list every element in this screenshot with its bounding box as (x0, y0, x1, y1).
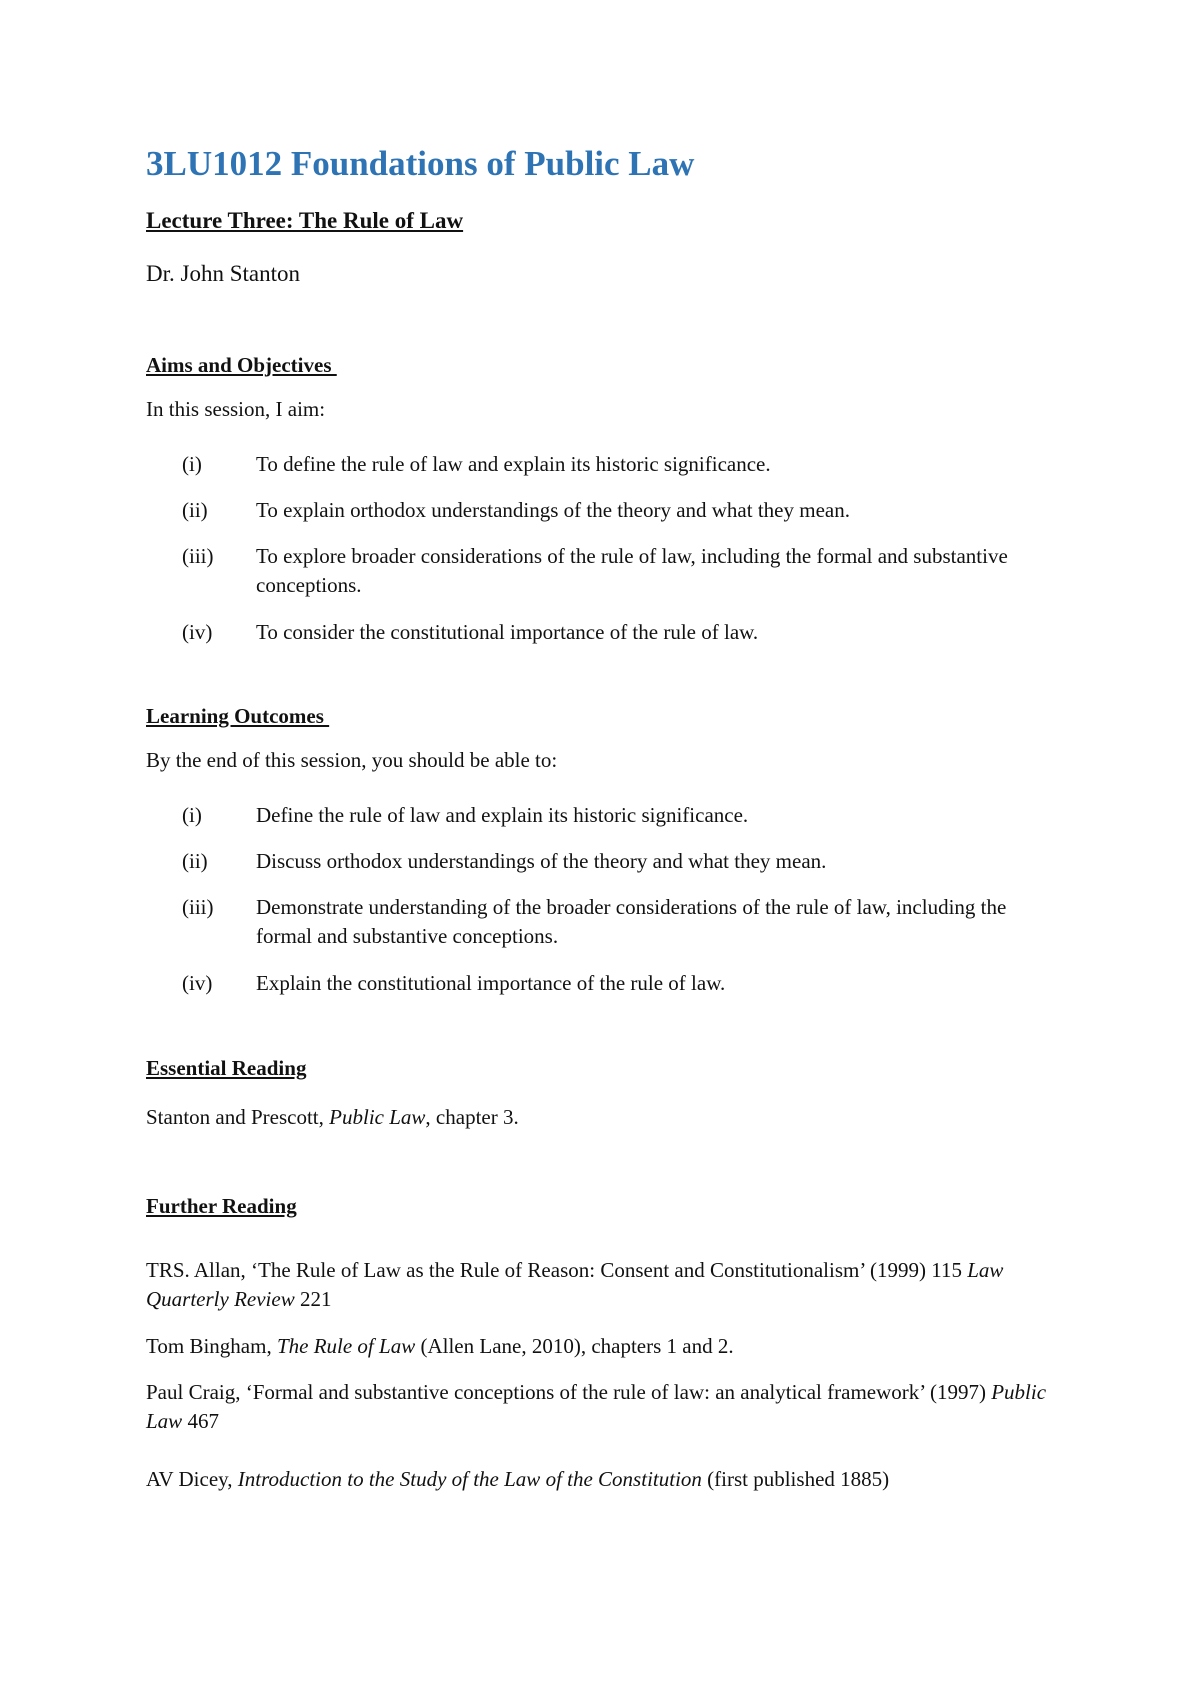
list-item-number: (iv) (182, 620, 213, 644)
ref-italic: The Rule of Law (276, 1334, 416, 1358)
list-item-text: Discuss orthodox understandings of the theory and what they mean. (256, 849, 827, 873)
ref-text: 467 (182, 1409, 219, 1433)
document-title: 3LU1012 Foundations of Public Law (146, 144, 695, 183)
aims-heading: Aims and Objectives (146, 353, 337, 377)
list-item-number: (i) (182, 452, 202, 476)
list-item-text: To define the rule of law and explain its historic significance. (256, 452, 771, 476)
ref-text: (Allen Lane, 2010), chapters 1 and 2. (415, 1334, 734, 1358)
ref-text: 221 (294, 1287, 332, 1311)
list-item-text: To explore broader considerations of the rule of law, including the formal and substantive conceptions. (256, 544, 1008, 597)
ref-text: Paul Craig, ‘Formal and substantive conceptions of the rule of law: an analytical framework’ (1997) (146, 1380, 992, 1404)
ref-italic: Public Law (146, 1380, 1047, 1433)
ref-italic: Introduction to the Study of the Law of the Constitution (237, 1467, 702, 1491)
list-item-number: (iii) (182, 544, 214, 568)
outcomes-heading: Learning Outcomes (146, 704, 330, 728)
ref-text: , chapter 3. (425, 1105, 519, 1129)
essential-reading-reference (146, 1103, 1066, 1132)
further-reading-reference (146, 1465, 1066, 1494)
aims-intro: In this session, I aim: (146, 397, 326, 421)
list-item-number: (ii) (182, 849, 208, 873)
essential-reading-heading: Essential Reading (146, 1056, 307, 1080)
list-item-text: Define the rule of law and explain its historic significance. (256, 803, 749, 827)
list-item-number: (i) (182, 803, 202, 827)
further-reading-reference (146, 1332, 1066, 1361)
ref-text: (first published 1885) (701, 1467, 890, 1491)
outcomes-intro: By the end of this session, you should be able to: (146, 748, 558, 772)
further-reading-reference (146, 1256, 1066, 1314)
list-item-number: (iv) (182, 971, 213, 995)
list-item-text: To consider the constitutional importance of the rule of law. (256, 620, 759, 644)
ref-text: Tom Bingham, (146, 1334, 277, 1358)
author-name: Dr. John Stanton (146, 261, 300, 286)
further-reading-reference (146, 1378, 1066, 1436)
ref-text: TRS. Allan, ‘The Rule of Law as the Rule of Reason: Consent and Constitutionalism’ (1999) 115 (146, 1258, 968, 1282)
list-item-number: (iii) (182, 895, 214, 919)
list-item-text: Explain the constitutional importance of the rule of law. (256, 971, 726, 995)
list-item-number: (ii) (182, 498, 208, 522)
list-item-text: To explain orthodox understandings of the theory and what they mean. (256, 498, 850, 522)
ref-text: Stanton and Prescott, (146, 1105, 330, 1129)
ref-italic: Public Law (329, 1105, 426, 1129)
list-item-text: Demonstrate understanding of the broader considerations of the rule of law, including the formal and substantive conceptions. (256, 895, 1007, 948)
lecture-subtitle: Lecture Three: The Rule of Law (146, 208, 464, 233)
further-reading-heading: Further Reading (146, 1194, 297, 1218)
ref-italic: Law Quarterly Review (146, 1258, 1004, 1311)
ref-text: AV Dicey, (146, 1467, 238, 1491)
